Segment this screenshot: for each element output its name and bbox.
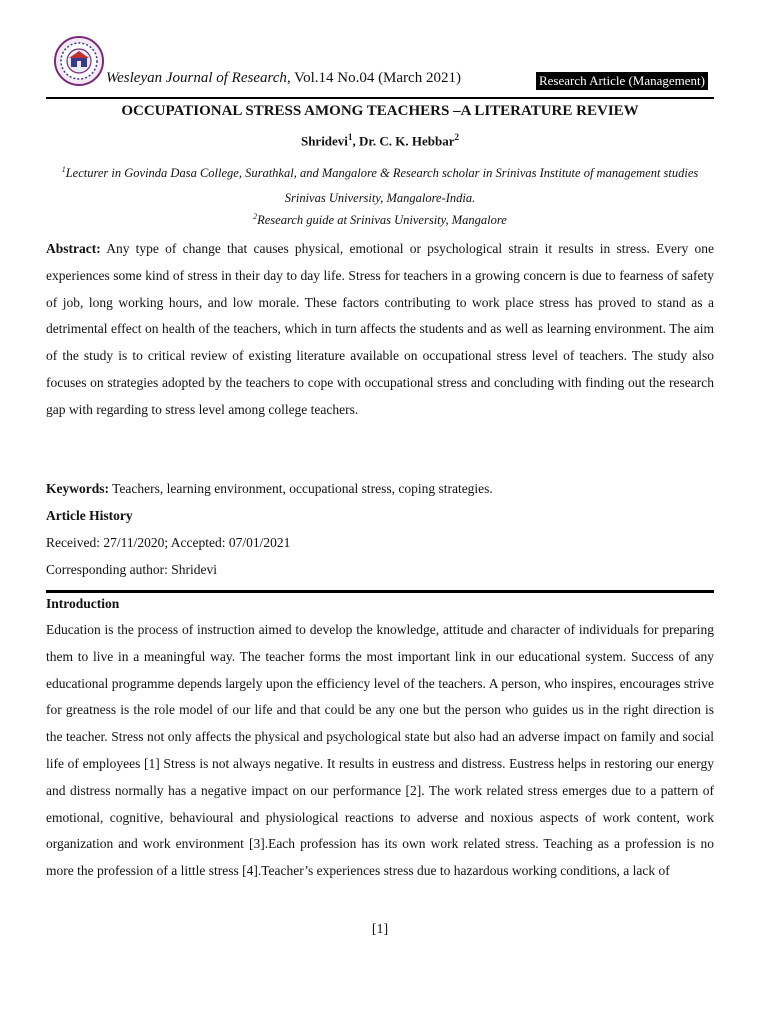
author-affiliation-mark: 2 (454, 132, 460, 142)
affiliation-2 (46, 204, 714, 233)
author-name: Shridevi (300, 133, 348, 149)
introduction-text: Education is the process of instruction aimed to develop the knowledge, attitude and character of individuals for preparing them to live in a meaningful way. The teacher forms the most important link in our educational system. Success of any educational programme depends largely upon the efficiency level of the teachers. A person, who inspires, encourages strive for greatness is the role model of our life and that could be any one but the person who guides us in the right direction is the teacher. Stress not only affects the physical and psychological state but also had an adverse impact on family and social life of employees [1] Stress is not always negative. It results in eustress and distress. Eustress helps in restoring our energy and distress normally has a negative impact on our performance [2]. The work related stress emerges due to a pattern of emotional, cognitive, behavioural and physiological reactions to adverse and noxious aspects of work content, work organization and work environment [3].Each profession has its own work related stress. Teaching as a profession is no more the profession of a little stress [4].Teacher’s experiences stress due to hazardous working conditions, a lack of (46, 622, 714, 879)
affiliation-text: Research guide at Srinivas University, Mangalore (257, 213, 507, 228)
author-line (46, 132, 714, 149)
paper-title: OCCUPATIONAL STRESS AMONG TEACHERS –A LITERATURE REVIEW (121, 103, 639, 119)
journal-details: , Vol.14 No.04 (March 2021) (286, 70, 461, 86)
abstract-label: Abstract: (46, 241, 101, 256)
keywords (46, 479, 714, 499)
article-history-heading: Article History (46, 508, 133, 523)
keywords-text: Teachers, learning environment, occupational stress, coping strategies. (109, 481, 493, 496)
abstract-text: Any type of change that causes physical, emotional or psychological strain it results in stress. Every one experiences some kind of stress in their day to day life. Stress for teachers in a growing concern is due to fearness of safety of job, long working hours, and low morale. These factors contributing to work place stress has proved to stand as a detrimental effect on health of the teachers, which in turn affects the students and as well as learning environment. The aim of the study is to critical review of existing literature available on occupational stress level of teachers. The study also focuses on strategies adopted by the teachers to cope with occupational stress and concluding with finding out the research gap with regarding to stress level among college teachers. (46, 241, 714, 417)
author-affiliation-mark: 1 (347, 132, 353, 142)
corresponding-author: Corresponding author: Shridevi (46, 562, 217, 577)
article-type-badge: Research Article (Management) (536, 72, 708, 90)
journal-citation (106, 70, 461, 87)
author-name: Dr. C. K. Hebbar (358, 133, 455, 149)
introduction-heading: Introduction (46, 596, 120, 611)
abstract (46, 236, 714, 424)
keywords-label: Keywords: (46, 481, 109, 496)
page-number: [1] (371, 922, 389, 937)
affiliation-mark: 1 (61, 165, 66, 174)
affiliation-text: Lecturer in Govinda Dasa College, Surathkal, and Mangalore & Research scholar in Srinivas Institute of management studies Srinivas University, Mangalore-India. (65, 166, 699, 206)
affiliation-mark: 2 (253, 212, 258, 221)
section-rule (46, 590, 714, 593)
journal-seal-logo (54, 36, 104, 86)
author-separator: , (352, 133, 359, 149)
received-accepted-dates: Received: 27/11/2020; Accepted: 07/01/2021 (46, 535, 291, 550)
journal-name: Wesleyan Journal of Research (106, 70, 287, 86)
journal-header (54, 36, 718, 98)
header-rule (46, 97, 714, 99)
